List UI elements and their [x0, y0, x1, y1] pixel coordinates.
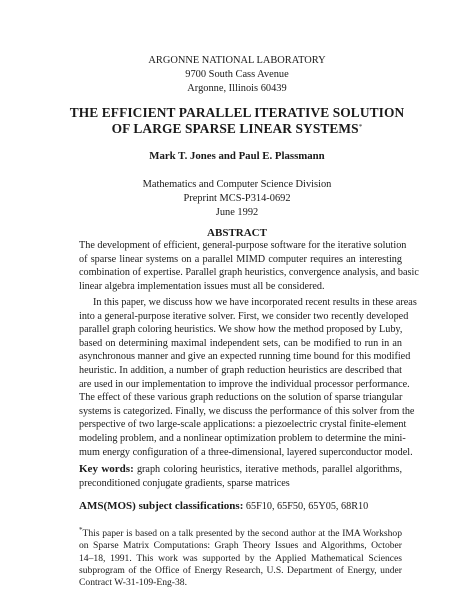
abstract-p2-line: perspective of two large-scale applications: a piezoelectric crystal finite-element — [79, 419, 407, 431]
abstract-paragraph-2 — [79, 296, 417, 459]
abstract-p2-line: The effect of these various graph reductions on the solution of sparse triangular — [79, 392, 403, 404]
abstract-p2-line: asynchronous manner and give an expected running time bound for this modified — [79, 351, 411, 363]
abstract-p2-line: systems is categorized. Finally, we discuss the performance of this solver from the — [79, 405, 415, 417]
lab-address-city: Argonne, Illinois 60439 — [187, 83, 287, 94]
affiliation-division: Mathematics and Computer Science Division — [142, 179, 332, 190]
paper-title-line2 — [0, 120, 474, 137]
keywords-line-1 — [79, 463, 402, 477]
ams-codes: 65F10, 65F50, 65Y05, 68R10 — [245, 501, 369, 512]
keywords-text-1: graph coloring heuristics, iterative methods, parallel algorithms, — [136, 464, 402, 475]
abstract-p1-line: combination of expertise. Parallel graph heuristics, convergence analysis, and basic — [79, 267, 419, 279]
lab-address-street: 9700 South Cass Avenue — [185, 69, 289, 80]
footnote-line: Contract W-31-109-Eng-38. — [79, 577, 187, 588]
footnote — [79, 524, 402, 589]
footnote-text-1: This paper is based on a talk presented by the second author at the IMA Workshop — [82, 528, 402, 540]
keywords-text-2: preconditioned conjugate gradients, sparse matrices — [79, 477, 290, 489]
paper-authors: Mark T. Jones and Paul E. Plassmann — [149, 150, 325, 162]
abstract-p2-line: modeling problem, and a nonlinear optimization problem to determine the mini- — [79, 432, 406, 444]
abstract-p2-line: are used in our implementation to improve the individual processor performance. — [79, 378, 410, 390]
ams-block — [79, 500, 402, 514]
abstract-p1-line: of sparse linear systems on a parallel MIMD computer requires an interesting — [79, 253, 402, 265]
footnote-mark: * — [79, 526, 83, 534]
abstract-p2-line: In this paper, we discuss how we have incorporated recent results in these areas — [93, 297, 417, 308]
abstract-p2-line: heuristic. In addition, a number of graph reduction heuristics are described that — [79, 364, 402, 376]
paper-title-line2-text: OF LARGE SPARSE LINEAR SYSTEMS — [111, 121, 359, 136]
preprint-number: Preprint MCS-P314-0692 — [183, 193, 291, 204]
footnote-line: on Sparse Matrix Computations: Graph Theory Issues and Algorithms, October — [79, 540, 402, 552]
abstract-heading: ABSTRACT — [207, 227, 267, 239]
lab-name: ARGONNE NATIONAL LABORATORY — [148, 55, 326, 66]
footnote-line: 14–18, 1991. This work was supported by the Applied Mathematical Sciences — [79, 552, 402, 564]
ams-line — [79, 500, 402, 514]
paper-date: June 1992 — [215, 207, 259, 218]
ams-label: AMS(MOS) subject classifications: — [79, 500, 244, 512]
abstract-p2-line: mum energy configuration of a three-dimensional, layered superconductor model. — [79, 446, 413, 458]
footnote-line: subprogram of the Office of Energy Research, U.S. Department of Energy, under — [79, 564, 402, 576]
title-footnote-mark: * — [358, 123, 363, 131]
abstract-p2-line: into a general-purpose iterative solver. First, we consider two recently developed — [79, 310, 409, 322]
abstract-p1-line: linear algebra implementation issues must all be considered. — [79, 280, 325, 292]
paper-title-line1: THE EFFICIENT PARALLEL ITERATIVE SOLUTION — [69, 105, 405, 120]
abstract-p1-line: The development of efficient, general-purpose software for the iterative solution — [79, 240, 407, 251]
abstract-paragraph-1 — [79, 239, 419, 293]
abstract-p2-line: parallel graph coloring heuristics. We show how the method proposed by Luby, — [79, 324, 403, 336]
keywords-label: Key words: — [79, 463, 134, 475]
keywords-block — [79, 463, 402, 490]
abstract-p2-line: based on determining maximal independent sets, can be modified to run in an — [79, 337, 402, 349]
footnote-line — [79, 524, 402, 540]
